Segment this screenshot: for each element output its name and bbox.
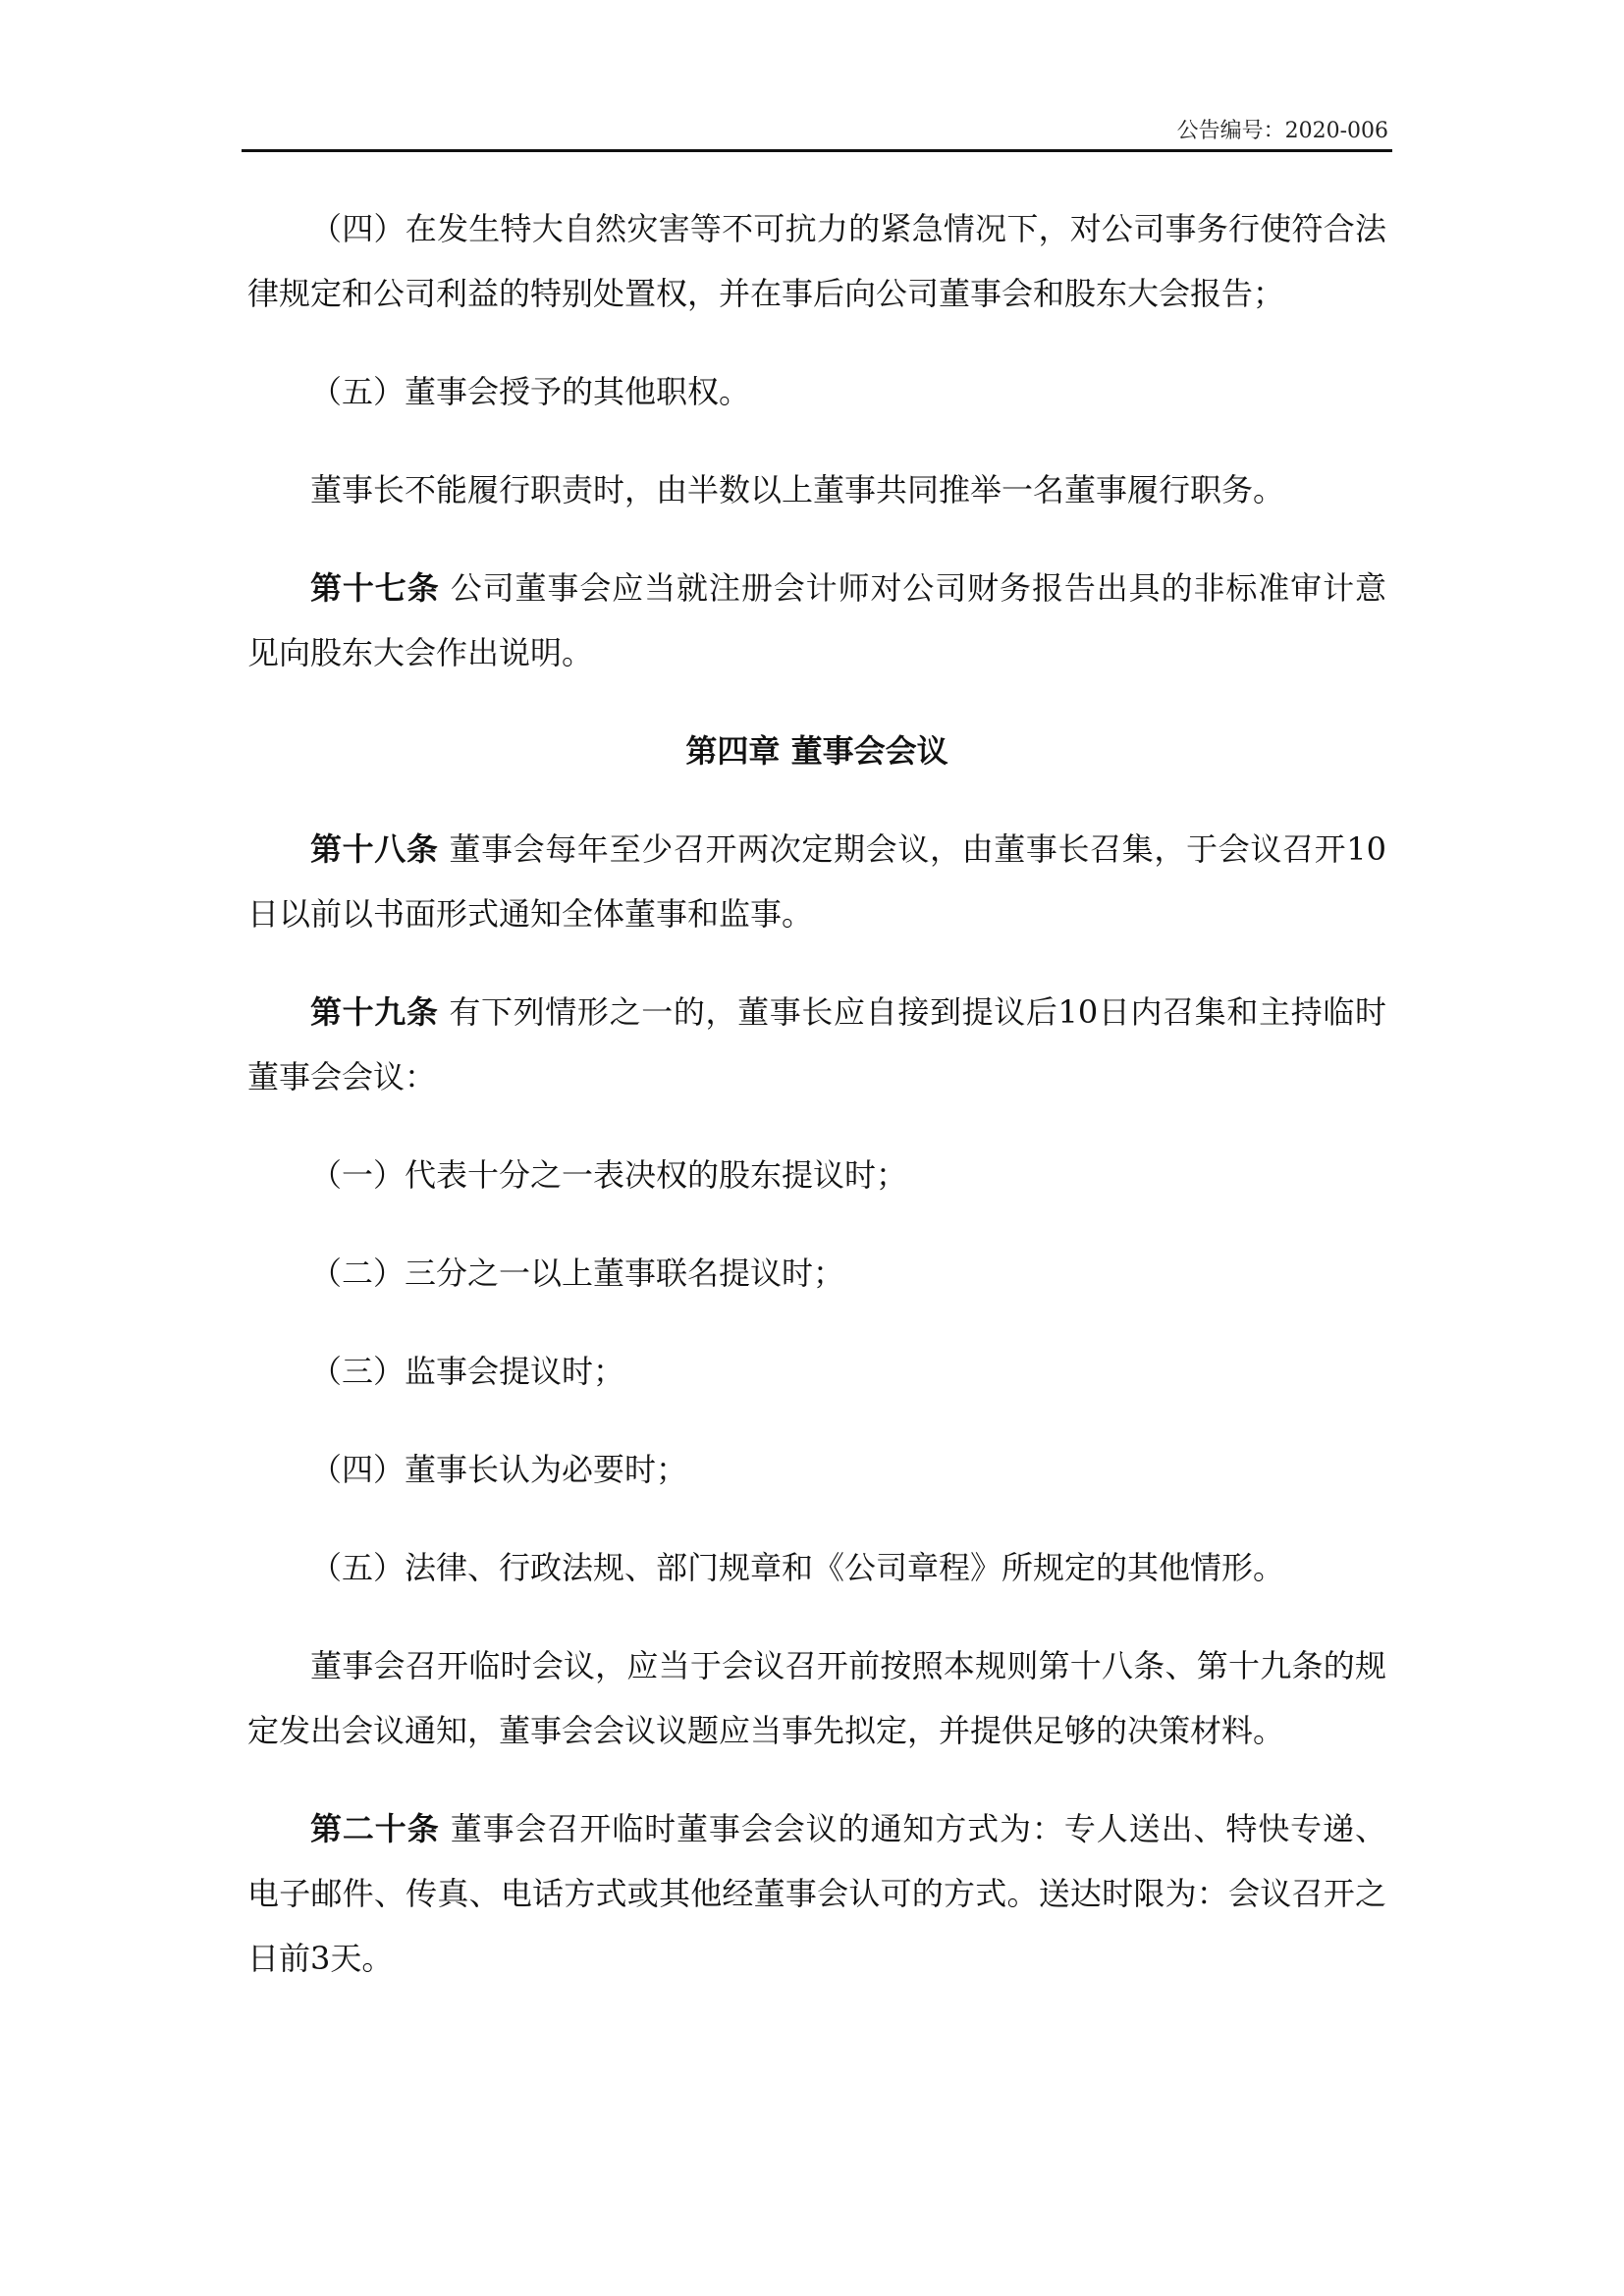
article-17 xyxy=(247,556,1386,685)
article-19-title: 第十九条 xyxy=(310,993,439,1031)
article-18 xyxy=(247,817,1386,946)
list-item-4: （四）董事长认为必要时； xyxy=(310,1451,688,1488)
list-item-3: （三）监事会提议时； xyxy=(310,1353,625,1390)
article-17-title: 第十七条 xyxy=(310,569,440,607)
article-20-text: 董事会召开临时董事会会议的通知方式为：专人送出、特快专递、电子邮件、传真、电话方式或其他经董事会认可的方式。送达时限为：会议召开之日前3天。 xyxy=(247,1810,1386,1977)
list-item-1: （一）代表十分之一表决权的股东提议时； xyxy=(310,1156,908,1194)
paragraph-temporary-meeting: 董事会召开临时会议，应当于会议召开前按照本规则第十八条、第十九条的规定发出会议通知，董事会会议议题应当事先拟定，并提供足够的决策材料。 xyxy=(247,1647,1386,1749)
article-19 xyxy=(247,980,1386,1109)
article-20-title: 第二十条 xyxy=(310,1810,440,1847)
article-19-text: 有下列情形之一的，董事长应自接到提议后10日内召集和主持临时董事会会议： xyxy=(247,993,1386,1095)
paragraph-item-5: （五）董事会授予的其他职权。 xyxy=(310,373,751,410)
list-item-2: （二）三分之一以上董事联名提议时； xyxy=(310,1255,845,1292)
paragraph-item-4: （四）在发生特大自然灾害等不可抗力的紧急情况下，对公司事务行使符合法律规定和公司利益的特别处置权，并在事后向公司董事会和股东大会报告； xyxy=(247,210,1386,312)
header-divider xyxy=(242,149,1392,152)
document-body xyxy=(247,196,1386,2024)
announcement-number: 公告编号：2020-006 xyxy=(1176,119,1388,143)
article-18-text: 董事会每年至少召开两次定期会议，由董事长召集，于会议召开10日以前以书面形式通知全体董事和监事。 xyxy=(247,830,1386,933)
article-18-title: 第十八条 xyxy=(310,830,439,868)
article-17-text: 公司董事会应当就注册会计师对公司财务报告出具的非标准审计意见向股东大会作出说明。 xyxy=(247,569,1386,671)
paragraph-chairman-duty: 董事长不能履行职责时，由半数以上董事共同推举一名董事履行职务。 xyxy=(310,471,1285,508)
chapter-4-title: 第四章 董事会会议 xyxy=(685,732,948,770)
list-item-5: （五）法律、行政法规、部门规章和《公司章程》所规定的其他情形。 xyxy=(310,1549,1285,1586)
article-20 xyxy=(247,1796,1386,1991)
